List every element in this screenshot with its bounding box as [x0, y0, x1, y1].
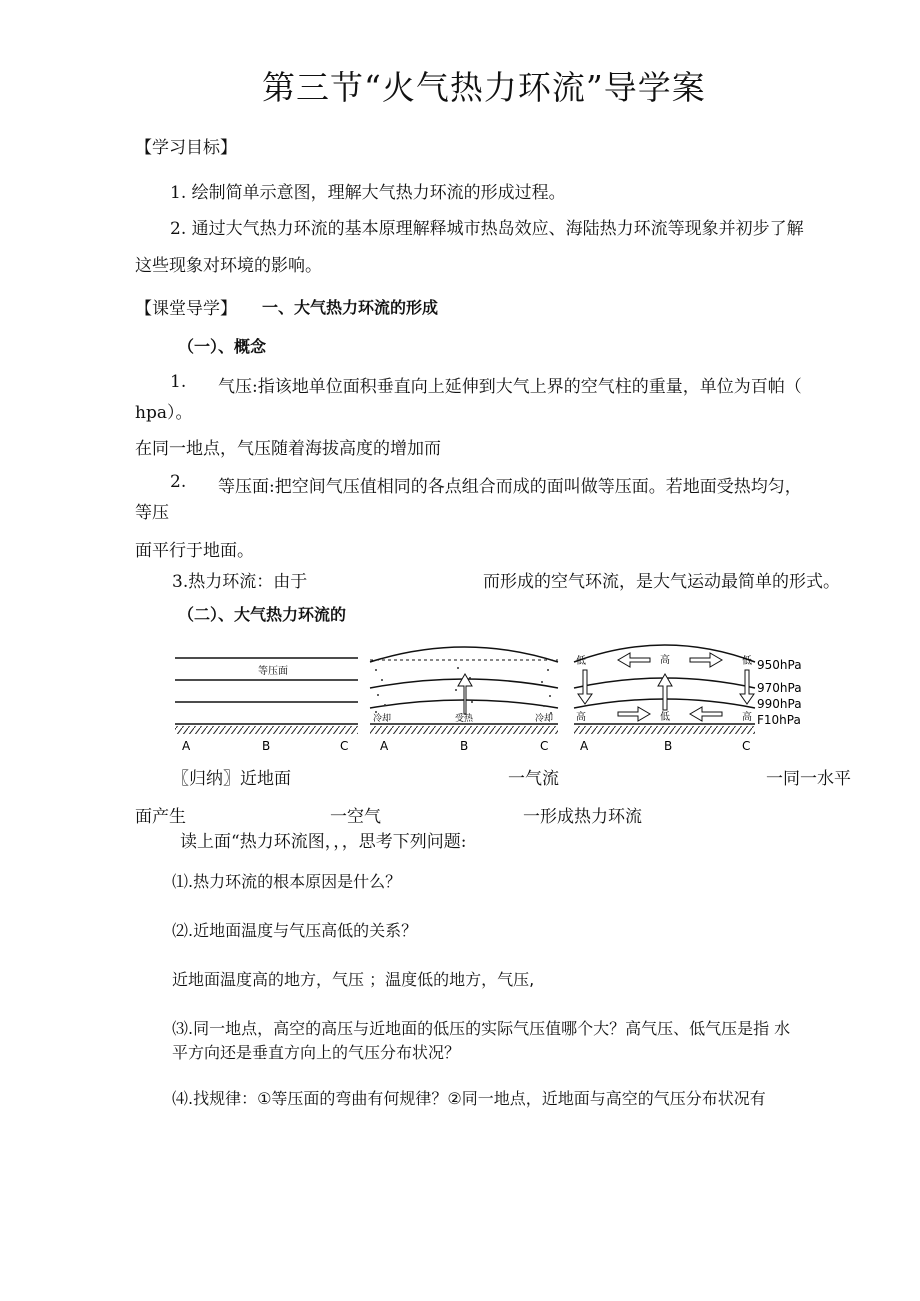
read-instruction: 读上面“热力环流图，，，思考下列问题:	[180, 832, 467, 852]
point-b-3: B	[664, 739, 673, 753]
objective-2-line1: 2. 通过大气热力环流的基本原理解释城市热岛效应、海陆热力环流等现象并初步了解	[170, 219, 804, 239]
high-pressure-bottom-right: 高	[742, 712, 752, 723]
objective-1: 1. 绘制简单示意图，理解大气热力环流的形成过程。	[170, 183, 566, 203]
concept-2-tail: 等压	[135, 503, 169, 523]
question-4: ⑷.找规律：①等压面的弯曲有何规律？②同一地点，近地面与高空的气压分布状况有	[172, 1089, 766, 1108]
concept-2-number: 2.	[170, 472, 187, 492]
question-2-answer: 近地面温度高的地方，气压 ；温度低的地方，气压,	[172, 970, 535, 989]
high-pressure-top: 高	[660, 655, 670, 666]
concept-1-text: 气压:指该地单位面积垂直向上延伸到大气上界的空气柱的重量，单位为百帕（	[218, 377, 802, 397]
subsection-2-title: （二）、大气热力环流的	[178, 605, 347, 624]
summary-f: 一形成热力环流	[523, 807, 642, 827]
question-2: ⑵.近地面温度与气压高低的关系？	[172, 921, 418, 940]
subsection-1-title: （一）、概念	[178, 337, 267, 356]
point-a-2: A	[380, 739, 389, 753]
label-heating-b: 受热	[455, 714, 474, 724]
pressure-990: 990hPa	[757, 697, 802, 711]
pressure-950: 950hPa	[757, 658, 802, 672]
label-cooling-a: 冷却	[373, 714, 392, 724]
point-a-3: A	[580, 739, 589, 753]
objective-2-line2: 这些现象对环境的影响。	[135, 256, 322, 276]
isobar-label: 等压面	[258, 666, 288, 677]
concept-1-unit: hpa）。	[135, 403, 193, 423]
concept-1-line2: 在同一地点，气压随着海拔高度的增加而	[135, 439, 441, 459]
panel-uniform-heating	[175, 658, 358, 753]
guide-heading: 【课堂导学】	[135, 299, 237, 319]
point-b-2: B	[460, 739, 469, 753]
section-1-title: 一、大气热力环流的形成	[262, 298, 439, 317]
low-pressure-top-right: 低	[742, 656, 752, 667]
summary-c: 一同一水平	[766, 769, 851, 789]
summary-d: 面产生	[135, 807, 186, 827]
panel-uneven-heating	[370, 647, 558, 753]
objectives-heading: 【学习目标】	[135, 138, 237, 158]
concept-3-end: 而形成的空气环流，是大气运动最简单的形式。	[483, 572, 840, 592]
question-3-line2: 平方向还是垂直方向上的气压分布状况？	[172, 1043, 461, 1062]
thermal-circulation-diagram	[170, 640, 810, 760]
panel-circulation	[574, 645, 755, 753]
high-pressure-bottom-left: 高	[576, 712, 586, 723]
label-cooling-c: 冷却	[535, 714, 554, 724]
concept-2-line2: 面平行于地面。	[135, 541, 254, 561]
point-c-1: C	[340, 739, 349, 753]
point-c-2: C	[540, 739, 549, 753]
low-pressure-bottom: 低	[660, 712, 670, 723]
summary-a: 〖归纳〗近地面	[172, 769, 291, 789]
concept-2-text: 等压面:把空间气压值相同的各点组合而成的面叫做等压面。若地面受热均匀，	[218, 477, 802, 497]
low-pressure-top-left: 低	[576, 656, 586, 667]
pressure-970: 970hPa	[757, 681, 802, 695]
concept-3-start: 3.热力环流：由于	[172, 572, 308, 592]
point-c-3: C	[742, 739, 751, 753]
question-3-line1: ⑶.同一地点，高空的高压与近地面的低压的实际气压值哪个大？高气压、低气压是指 水	[172, 1019, 791, 1038]
page-title: 第三节“火气热力环流”导学案	[262, 68, 706, 107]
question-1: ⑴.热力环流的根本原因是什么？	[172, 872, 402, 891]
point-b-1: B	[262, 739, 271, 753]
concept-1-number: 1.	[170, 372, 187, 392]
summary-e: 一空气	[330, 807, 381, 827]
summary-b: 一气流	[508, 769, 559, 789]
point-a-1: A	[182, 739, 191, 753]
pressure-1010: F10hPa	[757, 713, 801, 727]
